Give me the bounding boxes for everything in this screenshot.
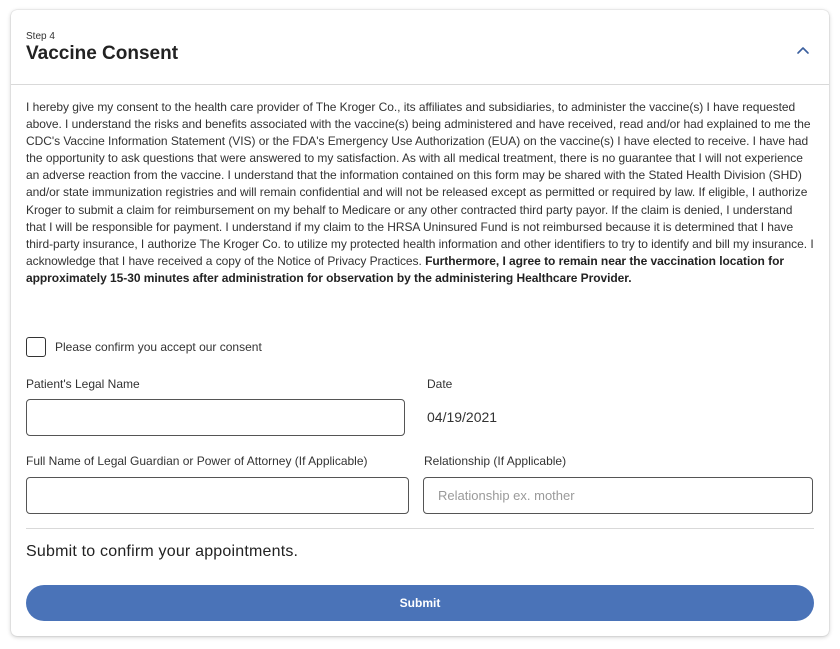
guardian-label: Full Name of Legal Guardian or Power of Attorney (If Applicable) bbox=[26, 454, 368, 468]
section-title: Vaccine Consent bbox=[26, 43, 179, 64]
date-label: Date bbox=[427, 377, 453, 391]
divider bbox=[26, 528, 814, 529]
consent-bold-statement: Furthermore, I agree to remain near the vaccination location for approximately 15-30 minutes after administration for observation by the administering Healthcare Provider. bbox=[26, 253, 784, 285]
step-label: Step 4 bbox=[26, 31, 55, 42]
consent-checkbox-label: Please confirm you accept our consent bbox=[55, 340, 262, 354]
patient-name-label: Patient's Legal Name bbox=[26, 377, 140, 391]
submit-note: Submit to confirm your appointments. bbox=[26, 543, 299, 560]
relationship-label: Relationship (If Applicable) bbox=[424, 454, 567, 468]
vaccine-consent-card bbox=[11, 10, 829, 636]
relationship-input[interactable] bbox=[423, 477, 813, 514]
date-value: 04/19/2021 bbox=[427, 409, 498, 425]
chevron-up-icon[interactable] bbox=[793, 40, 813, 60]
submit-button[interactable]: Submit bbox=[26, 585, 814, 621]
consent-checkbox[interactable] bbox=[26, 337, 46, 357]
patient-name-input[interactable] bbox=[26, 399, 405, 436]
consent-text bbox=[26, 99, 814, 287]
section-header[interactable] bbox=[11, 10, 829, 85]
guardian-name-input[interactable] bbox=[26, 477, 409, 514]
consent-checkbox-row[interactable] bbox=[26, 336, 262, 358]
consent-body: I hereby give my consent to the health care provider of The Kroger Co., its affiliates and subsidiaries, to administer the vaccine(s) I have requested above. I understand the risks and benefits associated with the vaccine(s) being administered and have received, read and/or had explained to me the CDC's Vaccine Information Statement (VIS) or the FDA's Emergency Use Authorization (EUA) on the vaccine(s) I have elected to receive. I have had the opportunity to ask questions that were answered to my satisfaction. As with all medical treatment, there is no guarantee that I will not experience an adverse reaction from the vaccine. I understand that the information contained on this form may be shared with the Stated Health Division (SHD) and/or state immunization registries and will remain confidential and will not be released except as permitted or required by law. If eligible, I authorize Kroger to submit a claim for reimbursement on my behalf to Medicare or any other contracted third party payor. If the claim is denied, I understand that I will be responsible for payment. I understand if my claim to the HRSA Uninsured Fund is not reimbursed because it is determined that I have third-party insurance, I authorize The Kroger Co. to utilize my protected health information and other identifiers to try to identify and bill my insurance. I acknowledge that I have received a copy of the Notice of Privacy Practices. bbox=[26, 100, 814, 268]
